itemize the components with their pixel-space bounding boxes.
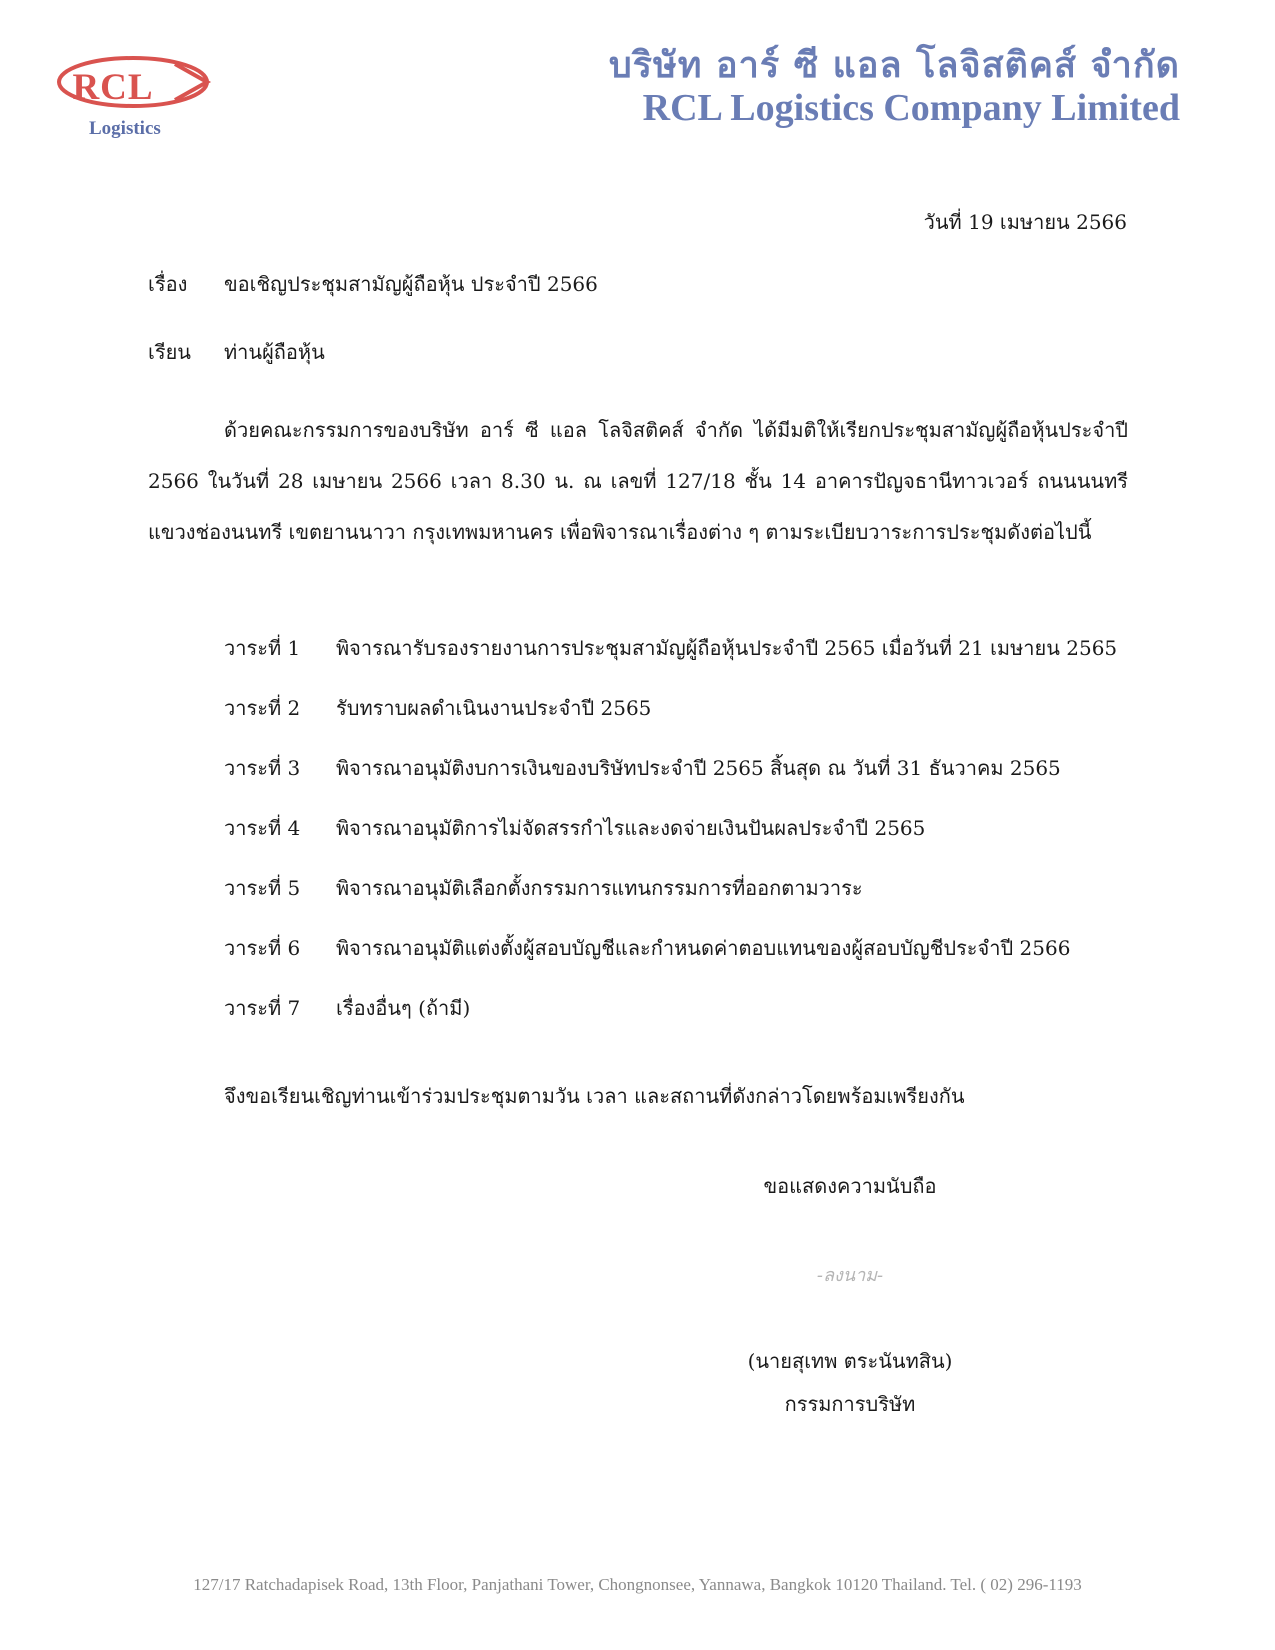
intro-text: ด้วยคณะกรรมการของบริษัท อาร์ ซี แอล โลจิสติคส์ จำกัด ได้มีมติให้เรียกประชุมสามัญผู้ถือหุ้นประจำปี 2566 ในวันที่ 28 เมษายน 2566 เวลา 8.30 น. ณ เลขที่ 127/18 ชั้น 14 อาคารปัญจธานีทาวเวอร์ ถนนนนทรี แขวงช่องนนทรี เขตยานนาวา กรุงเทพมหานคร เพื่อพิจารณาเรื่องต่าง ๆ ตามระเบียบวาระการประชุมดังต่อไปนี้ bbox=[148, 418, 1128, 544]
agenda-text: พิจารณาอนุมัติแต่งตั้งผู้สอบบัญชีและกำหนดค่าตอบแทนของผู้สอบบัญชีประจำปี 2566 bbox=[336, 936, 1071, 960]
footer-address: 127/17 Ratchadapisek Road, 13th Floor, Panjathani Tower, Chongnonsee, Yannawa, Bangkok 10120 Thailand. Tel. ( 02) 296-1193 bbox=[193, 1575, 1082, 1594]
agenda-number: วาระที่ 5 bbox=[224, 876, 301, 900]
agenda-number: วาระที่ 7 bbox=[224, 996, 301, 1020]
subject-text: ขอเชิญประชุมสามัญผู้ถือหุ้น ประจำปี 2566 bbox=[224, 272, 598, 296]
company-logo bbox=[55, 52, 215, 147]
agenda-item bbox=[224, 812, 1117, 872]
agenda-number: วาระที่ 1 bbox=[224, 636, 301, 660]
agenda-number: วาระที่ 2 bbox=[224, 696, 301, 720]
company-name-english: RCL Logistics Company Limited bbox=[642, 87, 1180, 129]
agenda-text: เรื่องอื่นๆ (ถ้ามี) bbox=[336, 996, 471, 1020]
agenda-item bbox=[224, 692, 1117, 752]
agenda-text: รับทราบผลดำเนินงานประจำปี 2565 bbox=[336, 696, 652, 720]
regards-line: ขอแสดงความนับถือ bbox=[763, 1174, 937, 1198]
signature: -ลงนาม- bbox=[816, 1265, 884, 1286]
agenda-number: วาระที่ 3 bbox=[224, 756, 301, 780]
intro-paragraph bbox=[148, 405, 1128, 558]
agenda-number: วาระที่ 6 bbox=[224, 936, 301, 960]
agenda-text: พิจารณาอนุมัติการไม่จัดสรรกำไรและงดจ่ายเงินปันผลประจำปี 2565 bbox=[336, 816, 926, 840]
agenda-item bbox=[224, 992, 1117, 1052]
company-name-thai: บริษัท อาร์ ซี แอล โลจิสติคส์ จำกัด bbox=[608, 45, 1180, 86]
agenda-number: วาระที่ 4 bbox=[224, 816, 301, 840]
agenda-text: พิจารณารับรองรายงานการประชุมสามัญผู้ถือหุ้นประจำปี 2565 เมื่อวันที่ 21 เมษายน 2565 bbox=[336, 636, 1118, 660]
agenda-text: พิจารณาอนุมัติงบการเงินของบริษัทประจำปี 2565 สิ้นสุด ณ วันที่ 31 ธันวาคม 2565 bbox=[336, 756, 1061, 780]
signer-title: กรรมการบริษัท bbox=[784, 1392, 916, 1416]
logo-wordmark: RCL bbox=[72, 67, 154, 108]
recipient-text: ท่านผู้ถือหุ้น bbox=[224, 340, 325, 364]
letter-date: วันที่ 19 เมษายน 2566 bbox=[923, 210, 1127, 234]
signer-name: (นายสุเทพ ตระนันทสิน) bbox=[747, 1349, 953, 1373]
agenda-item bbox=[224, 752, 1117, 812]
agenda-list bbox=[224, 632, 1117, 1052]
agenda-text: พิจารณาอนุมัติเลือกตั้งกรรมการแทนกรรมการที่ออกตามวาระ bbox=[336, 876, 863, 900]
agenda-item bbox=[224, 872, 1117, 932]
recipient-label: เรียน bbox=[148, 340, 191, 364]
agenda-item bbox=[224, 932, 1117, 992]
subject-label: เรื่อง bbox=[148, 272, 188, 296]
closing-line: จึงขอเรียนเชิญท่านเข้าร่วมประชุมตามวัน เวลา และสถานที่ดังกล่าวโดยพร้อมเพรียงกัน bbox=[224, 1084, 965, 1108]
subject-line bbox=[148, 268, 598, 300]
recipient-line bbox=[148, 336, 325, 368]
logo-subtitle: Logistics bbox=[89, 118, 161, 139]
agenda-item bbox=[224, 632, 1117, 692]
